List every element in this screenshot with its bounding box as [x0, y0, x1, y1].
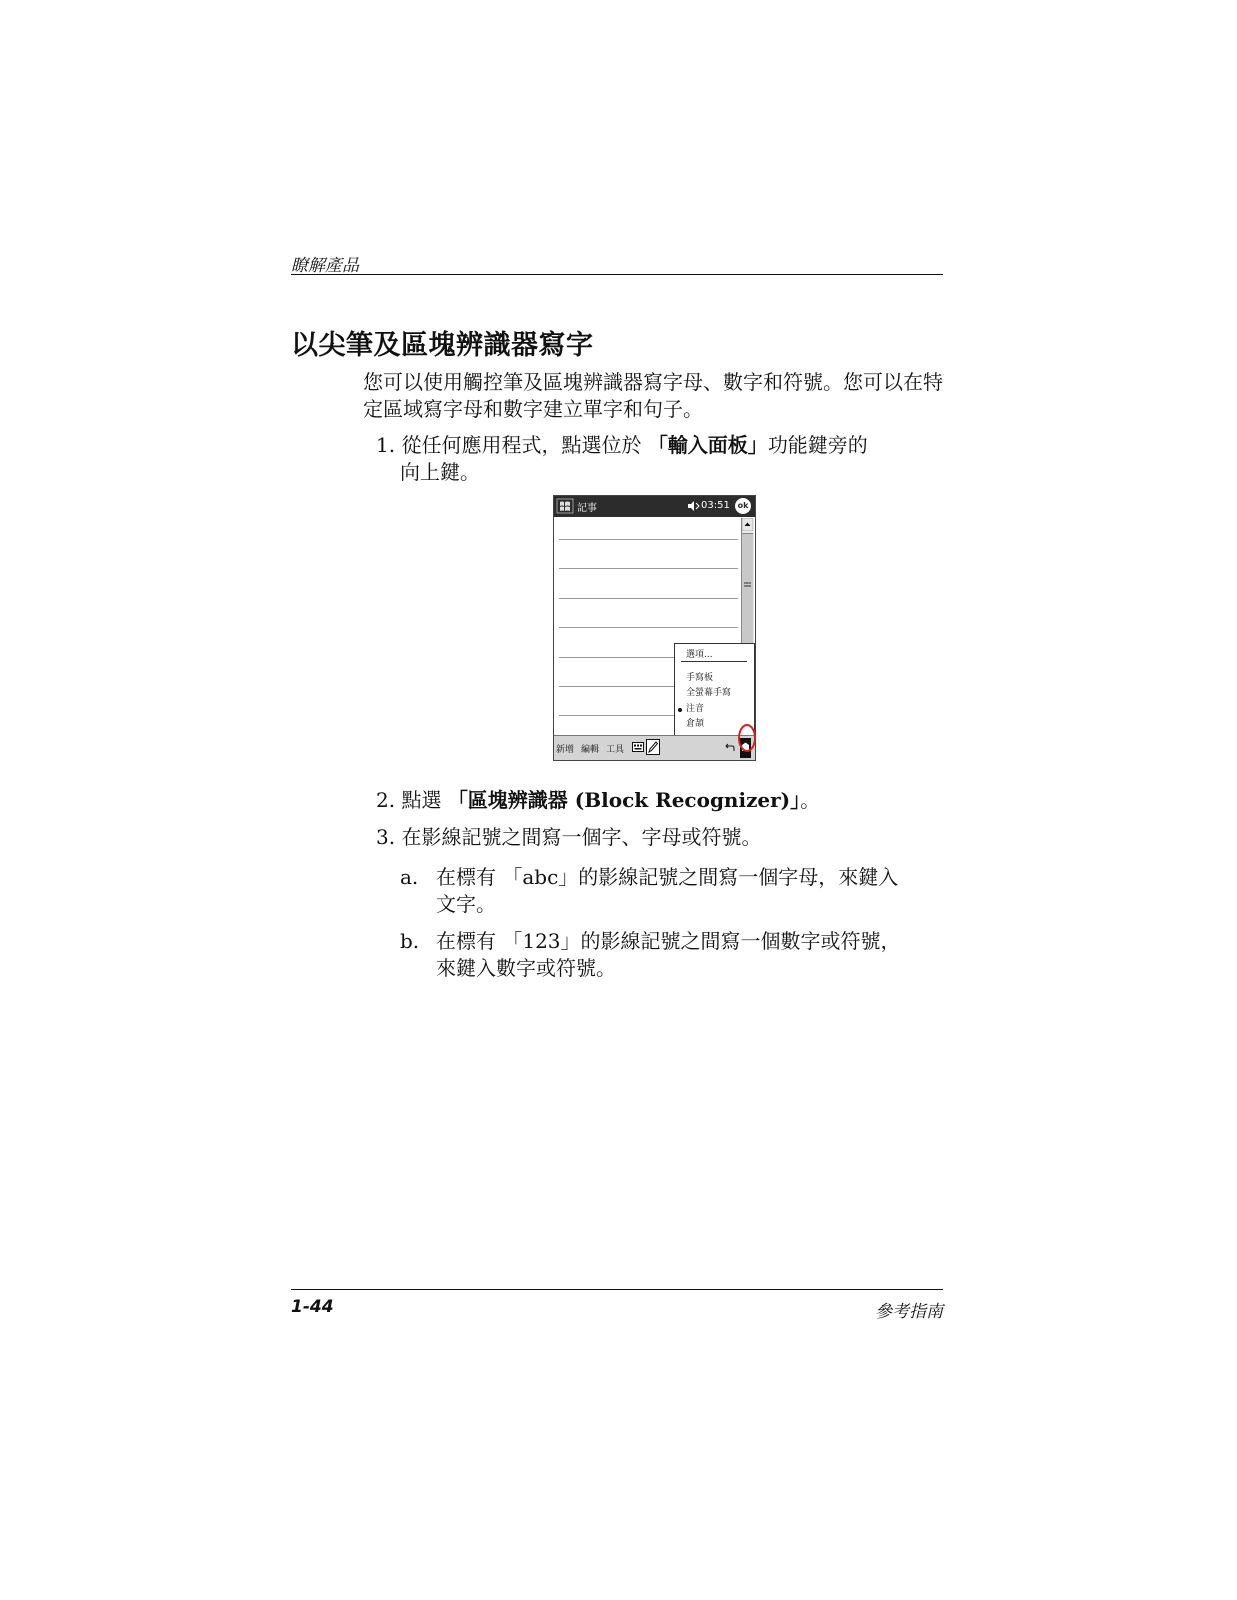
- substep-a-line2: 文字。: [436, 892, 496, 916]
- toolbar-edit[interactable]: 編輯: [581, 745, 600, 755]
- step-1: [376, 432, 936, 486]
- footer-title: 參考指南: [875, 1302, 943, 1322]
- ruled-line: [559, 627, 738, 628]
- substep-b-line2: 來鍵入數字或符號。: [436, 956, 616, 980]
- scroll-grip-icon: [743, 580, 752, 589]
- step-2: [376, 787, 820, 814]
- step-1-number: 1.: [376, 433, 396, 457]
- step-1-bold-term: 「輸入面板」: [647, 433, 768, 457]
- ruled-line: [559, 539, 738, 540]
- substep-a-line1: 在標有 「abc」的影線記號之間寫一個字母，來鍵入: [436, 865, 899, 889]
- header-section-label: 瞭解產品: [291, 256, 359, 276]
- ruled-line: [559, 598, 738, 599]
- speaker-icon[interactable]: [687, 500, 700, 512]
- menu-item-zhuyin[interactable]: 注音: [686, 704, 705, 714]
- toolbar-new[interactable]: 新增: [556, 745, 575, 755]
- substep-b-line1: 在標有 「123」的影線記號之間寫一個數字或符號，: [436, 929, 901, 953]
- step-3-text: 在影線記號之間寫一個字、字母或符號。: [401, 825, 762, 849]
- page-number: 1-44: [291, 1297, 334, 1317]
- step-2-text-after: 。: [800, 788, 821, 812]
- step-3-number: 3.: [376, 825, 396, 849]
- undo-icon[interactable]: [725, 742, 735, 752]
- step-2-bold-term: 「區塊辨識器 (Block Recognizer)」: [447, 788, 801, 812]
- section-title: 以尖筆及區塊辨識器寫字: [291, 330, 594, 361]
- step-2-text-before: 點選: [401, 788, 442, 812]
- footer-divider: [291, 1289, 943, 1290]
- toolbar-tools[interactable]: 工具: [606, 745, 625, 755]
- step-3: [376, 824, 761, 851]
- menu-item-fullscreen-handwriting[interactable]: 全螢幕手寫: [686, 688, 732, 698]
- header-divider: [291, 274, 943, 275]
- step-1-text-after: 功能鍵旁的: [767, 433, 868, 457]
- menu-separator: [681, 661, 747, 662]
- menu-item-options[interactable]: 選項...: [686, 650, 713, 660]
- device-title-bar: [554, 496, 755, 517]
- device-app-title: 記事: [577, 503, 597, 514]
- step-2-number: 2.: [376, 788, 396, 812]
- substep-a-letter: a.: [400, 865, 419, 889]
- windows-flag-icon[interactable]: [556, 498, 574, 514]
- device-command-bar: [554, 735, 755, 761]
- device-clock[interactable]: 03:51: [701, 500, 730, 511]
- step-1-text-before: 從任何應用程式，點選位於: [401, 433, 642, 457]
- keyboard-icon[interactable]: [632, 742, 644, 752]
- step-1-continuation: 向上鍵。: [400, 460, 480, 484]
- substep-b: [400, 928, 945, 982]
- pen-icon[interactable]: [646, 739, 660, 755]
- menu-item-cangjie[interactable]: 倉頡: [686, 719, 705, 729]
- ok-button[interactable]: ok: [735, 498, 751, 514]
- substep-a: [400, 864, 945, 918]
- substep-b-letter: b.: [400, 929, 420, 953]
- device-screenshot: [553, 495, 756, 761]
- scroll-thumb[interactable]: [742, 533, 753, 646]
- menu-item-handwriting-pad[interactable]: 手寫板: [686, 673, 714, 683]
- intro-paragraph: 您可以使用觸控筆及區塊辨識器寫字母、數字和符號。您可以在特定區域寫字母和數字建立單字和句子。: [363, 370, 943, 421]
- selected-bullet-icon: [678, 708, 682, 712]
- ruled-line: [559, 568, 738, 569]
- scroll-up-arrow-icon[interactable]: [742, 518, 753, 531]
- highlight-circle: [737, 723, 757, 753]
